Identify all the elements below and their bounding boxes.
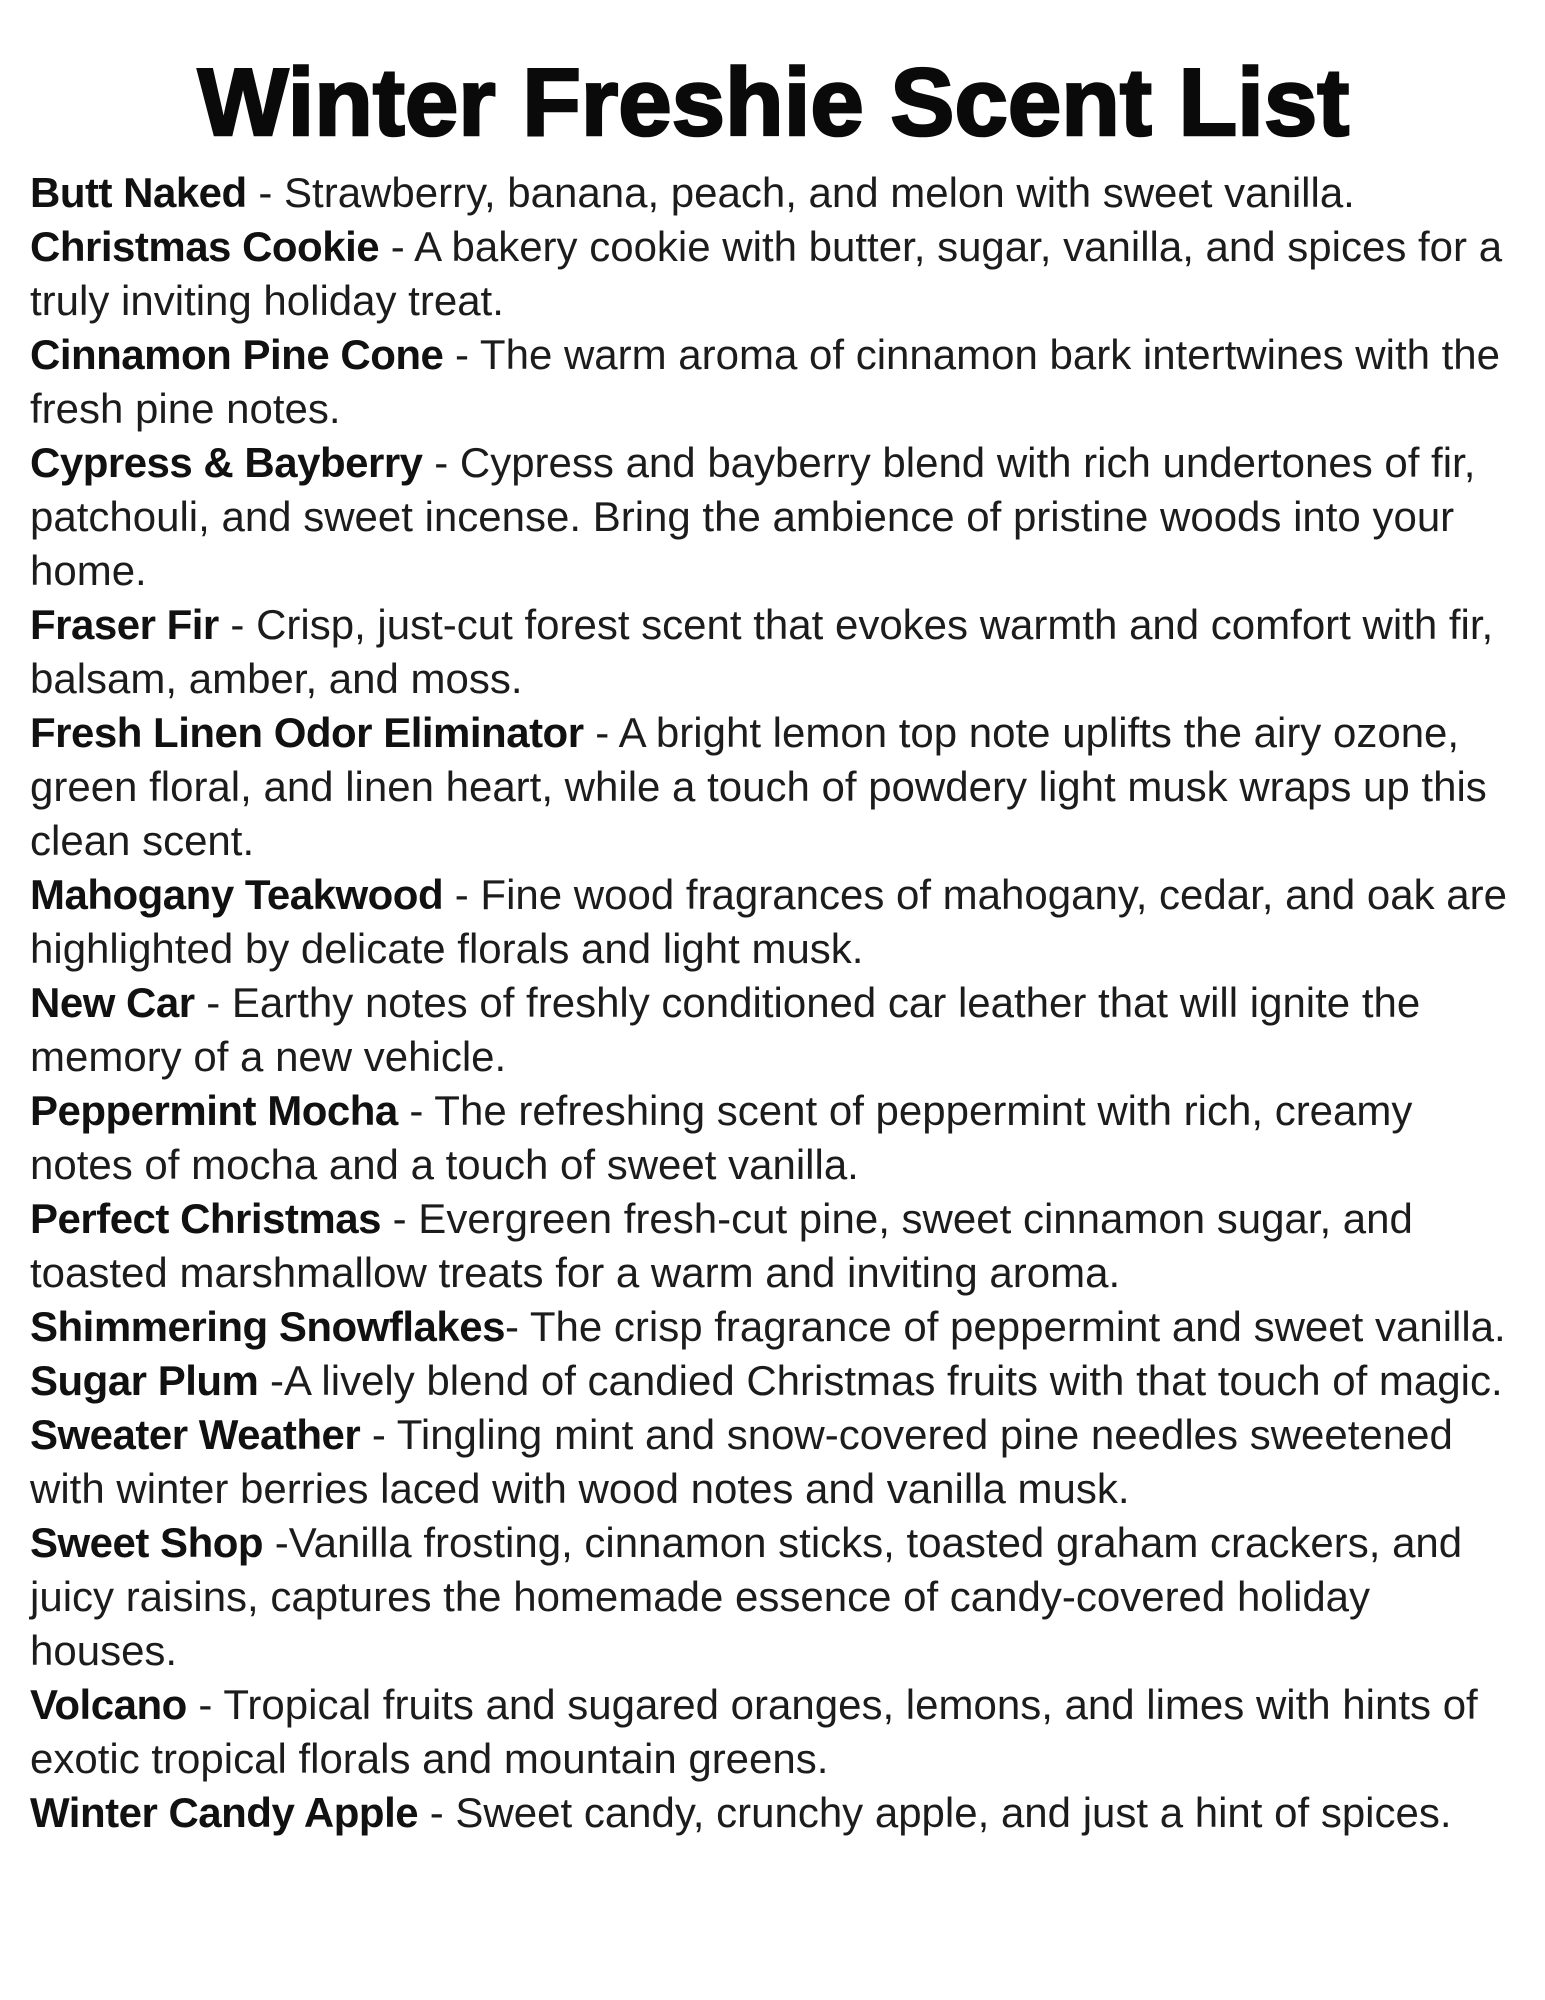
scent-name: Sweater Weather — [30, 1410, 361, 1458]
scent-description: - A bakery cookie with butter, sugar, vanilla, and spices for a truly inviting holiday treat. — [30, 222, 1503, 324]
scent-name: Fraser Fir — [30, 600, 219, 648]
scent-entry — [30, 1300, 1517, 1354]
scent-name: Christmas Cookie — [30, 222, 380, 270]
scent-description: - The warm aroma of cinnamon bark intertwines with the fresh pine notes. — [30, 330, 1501, 432]
scent-list — [30, 166, 1517, 1840]
scent-name: Shimmering Snowflakes — [30, 1302, 505, 1350]
scent-description: - Cypress and bayberry blend with rich undertones of fir, patchouli, and sweet incense. Bring the ambience of pristine woods into your home. — [30, 438, 1476, 594]
scent-description: - Evergreen fresh-cut pine, sweet cinnamon sugar, and toasted marshmallow treats for a warm and inviting aroma. — [30, 1194, 1413, 1296]
scent-description: - Fine wood fragrances of mahogany, cedar, and oak are highlighted by delicate florals and light musk. — [30, 870, 1507, 972]
scent-description: - A bright lemon top note uplifts the airy ozone, green floral, and linen heart, while a touch of powdery light musk wraps up this clean scent. — [30, 708, 1487, 864]
scent-description: - Sweet candy, crunchy apple, and just a hint of spices. — [418, 1788, 1452, 1836]
scent-description: - The refreshing scent of peppermint with rich, creamy notes of mocha and a touch of sweet vanilla. — [30, 1086, 1413, 1188]
page-title: Winter Freshie Scent List — [197, 49, 1350, 156]
scent-entry — [30, 1516, 1517, 1678]
scent-name: Sweet Shop — [30, 1518, 264, 1566]
scent-name: Sugar Plum — [30, 1356, 259, 1404]
scent-name: Volcano — [30, 1680, 187, 1728]
scent-name: Perfect Christmas — [30, 1194, 381, 1242]
scent-entry — [30, 1408, 1517, 1516]
scent-name: Cypress & Bayberry — [30, 438, 423, 486]
scent-entry — [30, 1786, 1517, 1840]
scent-description: - Tropical fruits and sugared oranges, lemons, and limes with hints of exotic tropical florals and mountain greens. — [30, 1680, 1478, 1782]
scent-entry — [30, 598, 1517, 706]
scent-name: Mahogany Teakwood — [30, 870, 444, 918]
scent-description: - Tingling mint and snow-covered pine needles sweetened with winter berries laced with wood notes and vanilla musk. — [30, 1410, 1453, 1512]
scent-entry — [30, 868, 1517, 976]
scent-entry — [30, 1192, 1517, 1300]
scent-entry — [30, 1084, 1517, 1192]
scent-name: Peppermint Mocha — [30, 1086, 398, 1134]
scent-entry — [30, 976, 1517, 1084]
scent-name: Cinnamon Pine Cone — [30, 330, 444, 378]
scent-name: New Car — [30, 978, 195, 1026]
scent-entry — [30, 328, 1517, 436]
scent-entry — [30, 1678, 1517, 1786]
scent-description: - Crisp, just-cut forest scent that evokes warmth and comfort with fir, balsam, amber, and moss. — [30, 600, 1494, 702]
scent-entry — [30, 706, 1517, 868]
scent-description: -Vanilla frosting, cinnamon sticks, toasted graham crackers, and juicy raisins, captures the homemade essence of candy-covered holiday houses. — [30, 1518, 1463, 1674]
scent-entry — [30, 166, 1517, 220]
scent-name: Butt Naked — [30, 168, 247, 216]
scent-description: - The crisp fragrance of peppermint and sweet vanilla. — [504, 1302, 1506, 1350]
scent-description: -A lively blend of candied Christmas fruits with that touch of magic. — [258, 1356, 1503, 1404]
scent-entry — [30, 220, 1517, 328]
scent-description: - Strawberry, banana, peach, and melon with sweet vanilla. — [246, 168, 1355, 216]
scent-description: - Earthy notes of freshly conditioned car leather that will ignite the memory of a new vehicle. — [30, 978, 1421, 1080]
scent-name: Winter Candy Apple — [30, 1788, 419, 1836]
scent-entry — [30, 436, 1517, 598]
scent-name: Fresh Linen Odor Eliminator — [30, 708, 584, 756]
scent-entry — [30, 1354, 1517, 1408]
